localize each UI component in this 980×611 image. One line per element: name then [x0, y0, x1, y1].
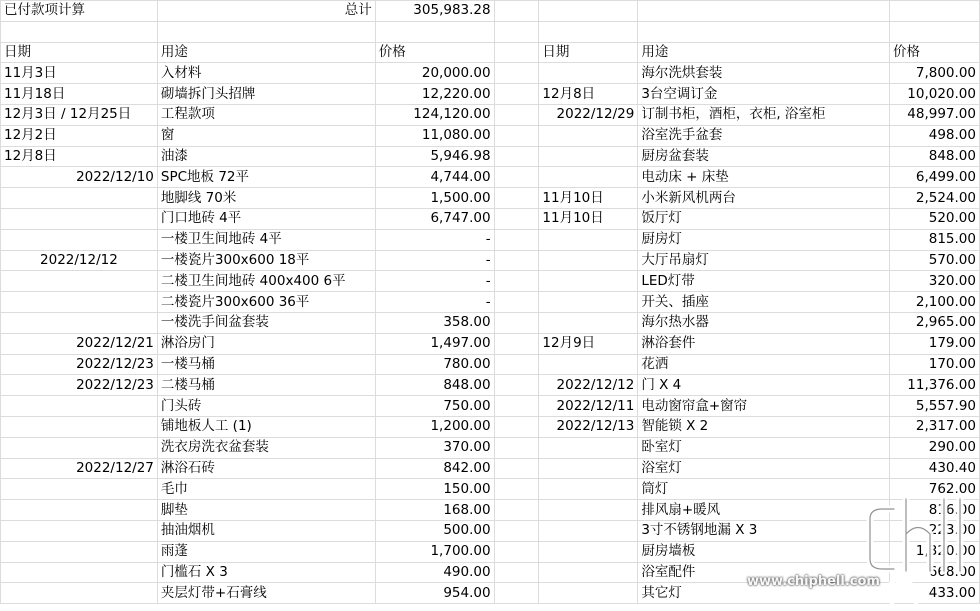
empty-cell[interactable] — [494, 146, 539, 167]
left-date-cell[interactable] — [1, 479, 158, 500]
left-date-cell[interactable]: 12月8日 — [1, 146, 158, 167]
right-date-cell[interactable] — [539, 146, 638, 167]
right-price-cell[interactable]: 6,499.00 — [890, 167, 980, 188]
left-date-cell[interactable] — [1, 312, 158, 333]
left-price-cell[interactable]: 500.00 — [375, 520, 494, 541]
right-price-cell[interactable]: 5,557.90 — [890, 396, 980, 417]
empty-cell[interactable] — [494, 125, 539, 146]
left-purpose-cell[interactable]: 淋浴房门 — [157, 333, 375, 354]
empty-cell[interactable] — [638, 1, 890, 22]
right-purpose-cell[interactable]: 电动床 + 床垫 — [638, 167, 890, 188]
table-row — [1, 188, 980, 209]
table-row — [1, 375, 980, 396]
left-purpose-cell[interactable]: 淋浴石砖 — [157, 458, 375, 479]
right-date-cell[interactable] — [539, 500, 638, 521]
right-date-cell[interactable] — [539, 562, 638, 583]
left-price-cell[interactable]: - — [375, 271, 494, 292]
right-price-cell[interactable]: 7,800.00 — [890, 63, 980, 84]
empty-cell[interactable] — [494, 167, 539, 188]
left-purpose-cell[interactable]: 毛巾 — [157, 479, 375, 500]
empty-cell[interactable] — [157, 21, 375, 42]
right-purpose-cell[interactable]: 厨房盆套装 — [638, 146, 890, 167]
left-purpose-cell[interactable]: 一楼卫生间地砖 4平 — [157, 229, 375, 250]
right-price-cell[interactable]: 320.00 — [890, 271, 980, 292]
left-purpose-cell[interactable]: 铺地板人工 (1) — [157, 416, 375, 437]
left-price-cell[interactable]: 11,080.00 — [375, 125, 494, 146]
right-price-cell[interactable]: 2,965.00 — [890, 312, 980, 333]
empty-cell[interactable] — [494, 312, 539, 333]
right-date-cell[interactable]: 2022/12/12 — [539, 375, 638, 396]
right-date-cell[interactable] — [539, 541, 638, 562]
left-price-cell[interactable]: 5,946.98 — [375, 146, 494, 167]
right-date-cell[interactable]: 2022/12/11 — [539, 396, 638, 417]
empty-cell[interactable] — [494, 292, 539, 313]
table-row — [1, 271, 980, 292]
left-purpose-cell[interactable]: 脚垫 — [157, 500, 375, 521]
left-date-cell[interactable] — [1, 292, 158, 313]
left-purpose-cell[interactable]: 二楼卫生间地砖 400x400 6平 — [157, 271, 375, 292]
right-price-cell[interactable]: 10,020.00 — [890, 84, 980, 105]
empty-cell[interactable] — [890, 1, 980, 22]
right-purpose-cell[interactable]: 淋浴套件 — [638, 333, 890, 354]
empty-cell[interactable] — [494, 42, 539, 63]
empty-cell[interactable] — [494, 416, 539, 437]
empty-cell[interactable] — [494, 188, 539, 209]
empty-cell[interactable] — [1, 21, 158, 42]
empty-cell[interactable] — [494, 583, 539, 604]
empty-cell[interactable] — [494, 520, 539, 541]
right-purpose-cell[interactable]: 卧室灯 — [638, 437, 890, 458]
left-purpose-cell[interactable]: 抽油烟机 — [157, 520, 375, 541]
left-price-cell[interactable]: - — [375, 292, 494, 313]
left-price-cell[interactable]: - — [375, 250, 494, 271]
right-price-cell[interactable]: 498.00 — [890, 125, 980, 146]
right-price-cell[interactable]: 520.00 — [890, 208, 980, 229]
right-date-cell[interactable]: 12月9日 — [539, 333, 638, 354]
empty-cell[interactable] — [494, 104, 539, 125]
right-price-cell[interactable]: 48,997.00 — [890, 104, 980, 125]
empty-cell[interactable] — [494, 333, 539, 354]
empty-cell[interactable] — [375, 21, 494, 42]
right-date-cell[interactable]: 11月10日 — [539, 188, 638, 209]
left-date-cell[interactable] — [1, 416, 158, 437]
left-purpose-cell[interactable]: 砌墙拆门头招牌 — [157, 84, 375, 105]
right-price-cell[interactable]: 2,317.00 — [890, 416, 980, 437]
table-row — [1, 63, 980, 84]
empty-cell[interactable] — [494, 21, 539, 42]
table-row — [1, 208, 980, 229]
left-price-cell[interactable]: 150.00 — [375, 479, 494, 500]
left-date-cell[interactable] — [1, 229, 158, 250]
header-purpose-left[interactable]: 用途 — [157, 42, 375, 63]
right-date-cell[interactable] — [539, 312, 638, 333]
left-date-cell[interactable]: 2022/12/23 — [1, 354, 158, 375]
table-row — [1, 500, 980, 521]
table-row — [1, 416, 980, 437]
left-price-cell[interactable]: 370.00 — [375, 437, 494, 458]
right-purpose-cell[interactable]: 花洒 — [638, 354, 890, 375]
left-price-cell[interactable]: 1,500.00 — [375, 188, 494, 209]
empty-cell[interactable] — [539, 21, 638, 42]
left-price-cell[interactable]: 1,200.00 — [375, 416, 494, 437]
left-purpose-cell[interactable]: 油漆 — [157, 146, 375, 167]
table-row — [1, 396, 980, 417]
right-price-cell[interactable]: 11,376.00 — [890, 375, 980, 396]
right-purpose-cell[interactable]: 排风扇+暖风 — [638, 500, 890, 521]
right-price-cell[interactable]: 848.00 — [890, 146, 980, 167]
empty-cell[interactable] — [494, 1, 539, 22]
right-purpose-cell[interactable]: 小米新风机两台 — [638, 188, 890, 209]
right-purpose-cell[interactable]: 3寸不锈钢地漏 X 3 — [638, 520, 890, 541]
left-purpose-cell[interactable]: 二楼瓷片300x600 36平 — [157, 292, 375, 313]
left-purpose-cell[interactable]: 二楼马桶 — [157, 375, 375, 396]
left-date-cell[interactable]: 11月3日 — [1, 63, 158, 84]
right-purpose-cell[interactable]: LED灯带 — [638, 271, 890, 292]
left-price-cell[interactable]: 1,700.00 — [375, 541, 494, 562]
table-row — [1, 437, 980, 458]
table-row — [1, 292, 980, 313]
right-purpose-cell[interactable]: 智能锁 X 2 — [638, 416, 890, 437]
right-date-cell[interactable] — [539, 250, 638, 271]
empty-cell[interactable] — [494, 250, 539, 271]
right-price-cell[interactable]: 223.00 — [890, 520, 980, 541]
left-price-cell[interactable]: 6,747.00 — [375, 208, 494, 229]
empty-cell[interactable] — [494, 63, 539, 84]
header-row — [1, 42, 980, 63]
header-price-right[interactable]: 价格 — [890, 42, 980, 63]
left-price-cell[interactable]: 780.00 — [375, 354, 494, 375]
right-price-cell[interactable]: 815.00 — [890, 229, 980, 250]
empty-cell[interactable] — [494, 354, 539, 375]
empty-cell[interactable] — [494, 208, 539, 229]
empty-cell[interactable] — [494, 562, 539, 583]
empty-cell[interactable] — [638, 21, 890, 42]
left-purpose-cell[interactable]: 地脚线 70米 — [157, 188, 375, 209]
right-date-cell[interactable] — [539, 458, 638, 479]
left-date-cell[interactable]: 2022/12/21 — [1, 333, 158, 354]
table-row — [1, 84, 980, 105]
right-date-cell[interactable] — [539, 437, 638, 458]
right-date-cell[interactable] — [539, 520, 638, 541]
left-purpose-cell[interactable]: 窗 — [157, 125, 375, 146]
empty-cell[interactable] — [494, 458, 539, 479]
left-date-cell[interactable]: 11月18日 — [1, 84, 158, 105]
right-price-cell[interactable]: 179.00 — [890, 333, 980, 354]
left-date-cell[interactable] — [1, 271, 158, 292]
left-price-cell[interactable]: 842.00 — [375, 458, 494, 479]
right-purpose-cell[interactable]: 海尔洗烘套装 — [638, 63, 890, 84]
left-date-cell[interactable] — [1, 208, 158, 229]
right-date-cell[interactable] — [539, 271, 638, 292]
header-price-left[interactable]: 价格 — [375, 42, 494, 63]
right-purpose-cell[interactable]: 厨房灯 — [638, 229, 890, 250]
right-date-cell[interactable] — [539, 354, 638, 375]
left-date-cell[interactable] — [1, 437, 158, 458]
table-row — [1, 146, 980, 167]
left-date-cell[interactable] — [1, 500, 158, 521]
left-purpose-cell[interactable]: 入材料 — [157, 63, 375, 84]
left-purpose-cell[interactable]: 一楼瓷片300x600 18平 — [157, 250, 375, 271]
right-price-cell[interactable]: 668.00 — [890, 562, 980, 583]
left-date-cell[interactable] — [1, 396, 158, 417]
right-purpose-cell[interactable]: 浴室灯 — [638, 458, 890, 479]
right-price-cell[interactable]: 762.00 — [890, 479, 980, 500]
right-purpose-cell[interactable]: 浴室洗手盆套 — [638, 125, 890, 146]
table-row — [1, 458, 980, 479]
right-purpose-cell[interactable]: 3台空调订金 — [638, 84, 890, 105]
watermark-site-text: www.chiphell.com — [747, 574, 880, 589]
left-price-cell[interactable]: 954.00 — [375, 583, 494, 604]
left-date-cell[interactable] — [1, 562, 158, 583]
empty-cell[interactable] — [494, 541, 539, 562]
empty-cell[interactable] — [494, 229, 539, 250]
left-price-cell[interactable]: 12,220.00 — [375, 84, 494, 105]
empty-cell[interactable] — [494, 84, 539, 105]
table-row — [1, 250, 980, 271]
left-price-cell[interactable]: - — [375, 229, 494, 250]
right-date-cell[interactable] — [539, 583, 638, 604]
table-row — [1, 354, 980, 375]
right-purpose-cell[interactable]: 大厅吊扇灯 — [638, 250, 890, 271]
left-date-cell[interactable]: 2022/12/23 — [1, 375, 158, 396]
right-price-cell[interactable]: 433.00 — [890, 583, 980, 604]
empty-cell[interactable] — [494, 375, 539, 396]
right-price-cell[interactable]: 2,100.00 — [890, 292, 980, 313]
empty-cell[interactable] — [494, 396, 539, 417]
right-price-cell[interactable]: 430.40 — [890, 458, 980, 479]
left-date-cell[interactable]: 2022/12/10 — [1, 167, 158, 188]
blank-row — [1, 21, 980, 42]
left-date-cell[interactable] — [1, 520, 158, 541]
table-row — [1, 479, 980, 500]
table-row — [1, 333, 980, 354]
empty-cell[interactable] — [494, 500, 539, 521]
table-row — [1, 312, 980, 333]
right-date-cell[interactable]: 11月10日 — [539, 208, 638, 229]
right-price-cell[interactable]: 816.00 — [890, 500, 980, 521]
right-purpose-cell[interactable]: 其它灯 — [638, 583, 890, 604]
right-purpose-cell[interactable]: 海尔热水器 — [638, 312, 890, 333]
left-date-cell[interactable]: 2022/12/27 — [1, 458, 158, 479]
table-row — [1, 562, 980, 583]
left-purpose-cell[interactable]: 一楼马桶 — [157, 354, 375, 375]
right-purpose-cell[interactable]: 开关、插座 — [638, 292, 890, 313]
left-purpose-cell[interactable]: 夹层灯带+石膏线 — [157, 583, 375, 604]
right-price-cell[interactable]: 170.00 — [890, 354, 980, 375]
right-date-cell[interactable] — [539, 229, 638, 250]
right-price-cell[interactable]: 570.00 — [890, 250, 980, 271]
left-purpose-cell[interactable]: SPC地板 72平 — [157, 167, 375, 188]
left-price-cell[interactable]: 124,120.00 — [375, 104, 494, 125]
right-date-cell[interactable]: 2022/12/13 — [539, 416, 638, 437]
left-price-cell[interactable]: 4,744.00 — [375, 167, 494, 188]
left-purpose-cell[interactable]: 工程款项 — [157, 104, 375, 125]
table-row — [1, 125, 980, 146]
right-purpose-cell[interactable]: 厨房墙板 — [638, 541, 890, 562]
total-value[interactable]: 305,983.28 — [375, 1, 494, 22]
left-date-cell[interactable]: 12月2日 — [1, 125, 158, 146]
empty-cell[interactable] — [539, 1, 638, 22]
left-purpose-cell[interactable]: 洗衣房洗衣盆套装 — [157, 437, 375, 458]
left-price-cell[interactable]: 358.00 — [375, 312, 494, 333]
header-date-right[interactable]: 日期 — [539, 42, 638, 63]
right-purpose-cell[interactable]: 门 X 4 — [638, 375, 890, 396]
empty-cell[interactable] — [494, 271, 539, 292]
total-label[interactable]: 总计 — [157, 1, 375, 22]
left-price-cell[interactable]: 20,000.00 — [375, 63, 494, 84]
right-date-cell[interactable] — [539, 292, 638, 313]
left-price-cell[interactable]: 168.00 — [375, 500, 494, 521]
left-price-cell[interactable]: 750.00 — [375, 396, 494, 417]
left-date-cell[interactable] — [1, 188, 158, 209]
right-price-cell[interactable]: 2,524.00 — [890, 188, 980, 209]
empty-cell[interactable] — [494, 479, 539, 500]
left-purpose-cell[interactable]: 一楼洗手间盆套装 — [157, 312, 375, 333]
right-price-cell[interactable]: 290.00 — [890, 437, 980, 458]
table-row — [1, 229, 980, 250]
left-date-cell[interactable]: 12月3日 / 12月25日 — [1, 104, 158, 125]
left-date-cell[interactable] — [1, 541, 158, 562]
right-date-cell[interactable] — [539, 479, 638, 500]
empty-cell[interactable] — [890, 21, 980, 42]
left-purpose-cell[interactable]: 雨蓬 — [157, 541, 375, 562]
left-date-cell[interactable]: 2022/12/12 — [1, 250, 158, 271]
right-purpose-cell[interactable]: 订制书柜，酒柜，衣柜, 浴室柜 — [638, 104, 890, 125]
right-price-cell[interactable]: 1,320.00 — [890, 541, 980, 562]
empty-cell[interactable] — [494, 437, 539, 458]
left-purpose-cell[interactable]: 门口地砖 4平 — [157, 208, 375, 229]
right-purpose-cell[interactable]: 浴室配件 — [638, 562, 890, 583]
left-date-cell[interactable] — [1, 583, 158, 604]
left-price-cell[interactable]: 490.00 — [375, 562, 494, 583]
right-date-cell[interactable]: 12月8日 — [539, 84, 638, 105]
table-row — [1, 541, 980, 562]
table-row — [1, 583, 980, 604]
right-purpose-cell[interactable]: 筒灯 — [638, 479, 890, 500]
table-row — [1, 167, 980, 188]
header-date-left[interactable]: 日期 — [1, 42, 158, 63]
right-date-cell[interactable] — [539, 63, 638, 84]
right-purpose-cell[interactable]: 饭厅灯 — [638, 208, 890, 229]
header-purpose-right[interactable]: 用途 — [638, 42, 890, 63]
left-price-cell[interactable]: 1,497.00 — [375, 333, 494, 354]
right-date-cell[interactable] — [539, 167, 638, 188]
sheet-title[interactable]: 已付款项计算 — [1, 1, 158, 22]
left-price-cell[interactable]: 848.00 — [375, 375, 494, 396]
right-date-cell[interactable]: 2022/12/29 — [539, 104, 638, 125]
left-purpose-cell[interactable]: 门头砖 — [157, 396, 375, 417]
left-purpose-cell[interactable]: 门槛石 X 3 — [157, 562, 375, 583]
table-row — [1, 520, 980, 541]
right-date-cell[interactable] — [539, 125, 638, 146]
table-row — [1, 104, 980, 125]
right-purpose-cell[interactable]: 电动窗帘盒+窗帘 — [638, 396, 890, 417]
title-row — [1, 1, 980, 22]
